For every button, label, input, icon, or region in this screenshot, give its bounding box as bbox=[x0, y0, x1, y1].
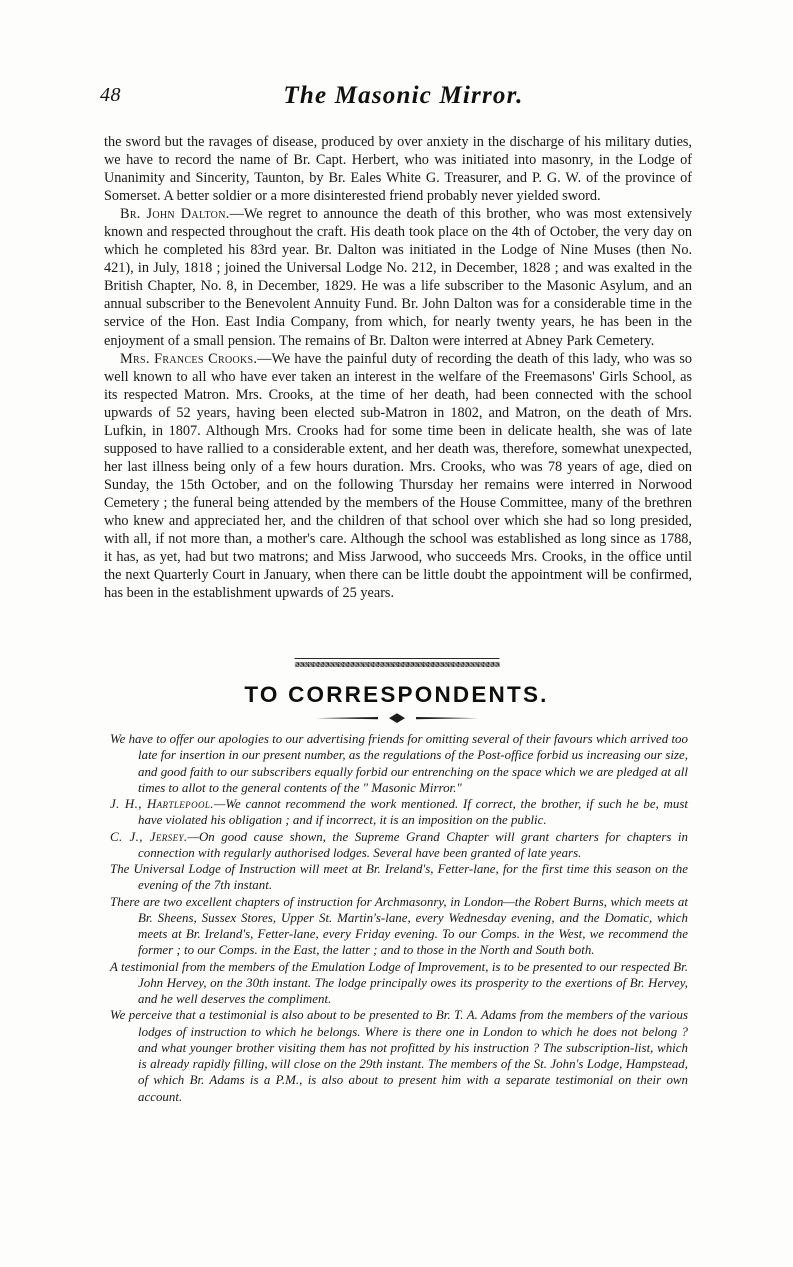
obituary-paragraph bbox=[104, 133, 692, 205]
correspondent-note bbox=[110, 959, 688, 1008]
obituary-lead-name: Mrs. Frances Crooks. bbox=[120, 350, 258, 367]
correspondent-note bbox=[110, 829, 688, 862]
note-text: The Universal Lodge of Instruction will meet at Br. Ireland's, Fetter-lane, for the first time this season on the evening of the 7th instant. bbox=[110, 862, 688, 893]
paragraph-text: the sword but the ravages of disease, produced by over anxiety in the discharge of his military duties, we have to record the name of Br. Capt. Herbert, who was initiated into masonry, in the Lodge of Unanimity and Sincerity, Taunton, by Br. Eales White G. Treasurer, and P. G. W. of the province of Somerset. A better soldier or a more disinterested friend probably never yielded sword. bbox=[104, 134, 692, 205]
obituary-paragraph bbox=[104, 350, 692, 603]
note-text: We have to offer our apologies to our advertising friends for omitting several of their favours which arrived too late for insertion in our present number, as the regulations of the Post-office forbid us increasing our size, and good faith to our subscribers equally forbid our entrenching on the space which we are pledged at all times to allot to the general contents of the " Masonic Mirror." bbox=[110, 732, 688, 795]
paragraph-text: —We regret to announce the death of this brother, who was most extensively known and respected throughout the craft. His death took place on the 4th of October, the very day on which he completed his 83rd year. Br. Dalton was initiated in the Lodge of Nine Muses (then No. 421), in July, 1818 ; joined the Universal Lodge No. 212, in December, 1828 ; and was exalted in the British Chapter, No. 8, in December, 1829. He was a life subscriber to the Masonic Asylum, and an annual subscriber to the Benevolent Annuity Fund. Br. John Dalton was for a considerable time in the service of the Hon. East India Company, from which, for nearly twenty years, he has been in the enjoyment of a small pension. The remains of Br. Dalton were interred at Abney Park Cemetery. bbox=[104, 206, 692, 349]
obituary-paragraph bbox=[104, 205, 692, 349]
correspondent-note bbox=[110, 796, 688, 829]
correspondent-lead-name: C. J., Jersey. bbox=[110, 829, 188, 844]
note-text: We perceive that a testimonial is also about to be presented to Br. T. A. Adams from the members of the various lodges of instruction to which he belongs. Where is there one in London to which he does not belong ? and what younger brother visiting them has not profitted by his instruction ? The subscription-list, which is already rapidly filling, will close on the 29th instant. The members of the St. John's Lodge, Hampstead, of which Br. Adams is a P.M., is also about to present him with a separate testimonial on their own account. bbox=[110, 1008, 688, 1104]
note-text: —We cannot recommend the work mentioned. If correct, the brother, if such he be, must have violated his obligation ; and if incorrect, it is an imposition on the public. bbox=[138, 797, 688, 828]
correspondent-note bbox=[110, 731, 688, 796]
correspondent-note bbox=[110, 861, 688, 894]
note-text: A testimonial from the members of the Emulation Lodge of Improvement, is to be presented to our respected Br. John Hervey, on the 30th instant. The lodge principally owes its prosperity to the exertions of Br. Hervey, and he well deserves the compliment. bbox=[110, 959, 688, 1006]
note-text: —On good cause shown, the Supreme Grand Chapter will grant charters for chapters in connection with regularly authorised lodges. Several have been granted of late years. bbox=[138, 829, 688, 860]
correspondent-lead-name: J. H., Hartlepool. bbox=[110, 797, 214, 811]
correspondents-column bbox=[110, 731, 688, 1105]
obituaries-column bbox=[104, 133, 692, 602]
section-divider-rule bbox=[294, 658, 499, 667]
note-text: There are two excellent chapters of instruction for Archmasonry, in London—the Robert Burns, which meets at Br. Sheens, Sussex Stores, Upper St. Martin's-lane, every Wednesday evening, and the Domatic, which meets at Br. Ireland's, Fetter-lane, every Friday evening. To our Comps. in the West, we recommend the former ; to our Comps. in the East, the latter ; and to those in the North and South both. bbox=[110, 894, 688, 958]
paragraph-text: —We have the painful duty of recording the death of this lady, who was so well known to all who have ever taken an interest in the welfare of the Freemasons' Girls School, as its respected Matron. Mrs. Crooks, at the time of her death, had been connected with the school upwards of 52 years, having been elected sub-Matron in 1802, and Matron, on the death of Mrs. Lufkin, in 1807. Although Mrs. Crooks had for some time been in delicate health, she was of late supposed to have rallied to a considerable extent, and her death was, therefore, somewhat unexpected, her last illness being only of a few hours duration. Mrs. Crooks, who was 78 years of age, died on Sunday, the 15th October, and on the following Thursday her remains were interred in Norwood Cemetery ; the funeral being attended by the members of the House Committee, many of the brethren who knew and appreciated her, and the children of that school over which she had so long presided, with all, if not more than, a mother's care. Although the school was established as long since as 1788, it has, as yet, had but two matrons; and Miss Jarwood, who succeeds Mrs. Crooks, in the office until the next Quarterly Court in January, when there can be little doubt the appointment will be confirmed, has been in the establishment upwards of 25 years. bbox=[104, 350, 692, 602]
divider-thin-line bbox=[294, 658, 499, 659]
obituary-lead-name: Br. John Dalton. bbox=[120, 206, 230, 223]
correspondent-note bbox=[110, 894, 688, 959]
running-head bbox=[0, 82, 793, 116]
section-heading: TO CORRESPONDENTS. bbox=[244, 682, 549, 707]
divider-hatched-bar bbox=[294, 662, 499, 667]
page-number: 48 bbox=[100, 84, 121, 106]
diamond-ornament-icon bbox=[316, 712, 478, 724]
journal-title: The Masonic Mirror. bbox=[283, 82, 524, 109]
correspondent-note bbox=[110, 1007, 688, 1105]
